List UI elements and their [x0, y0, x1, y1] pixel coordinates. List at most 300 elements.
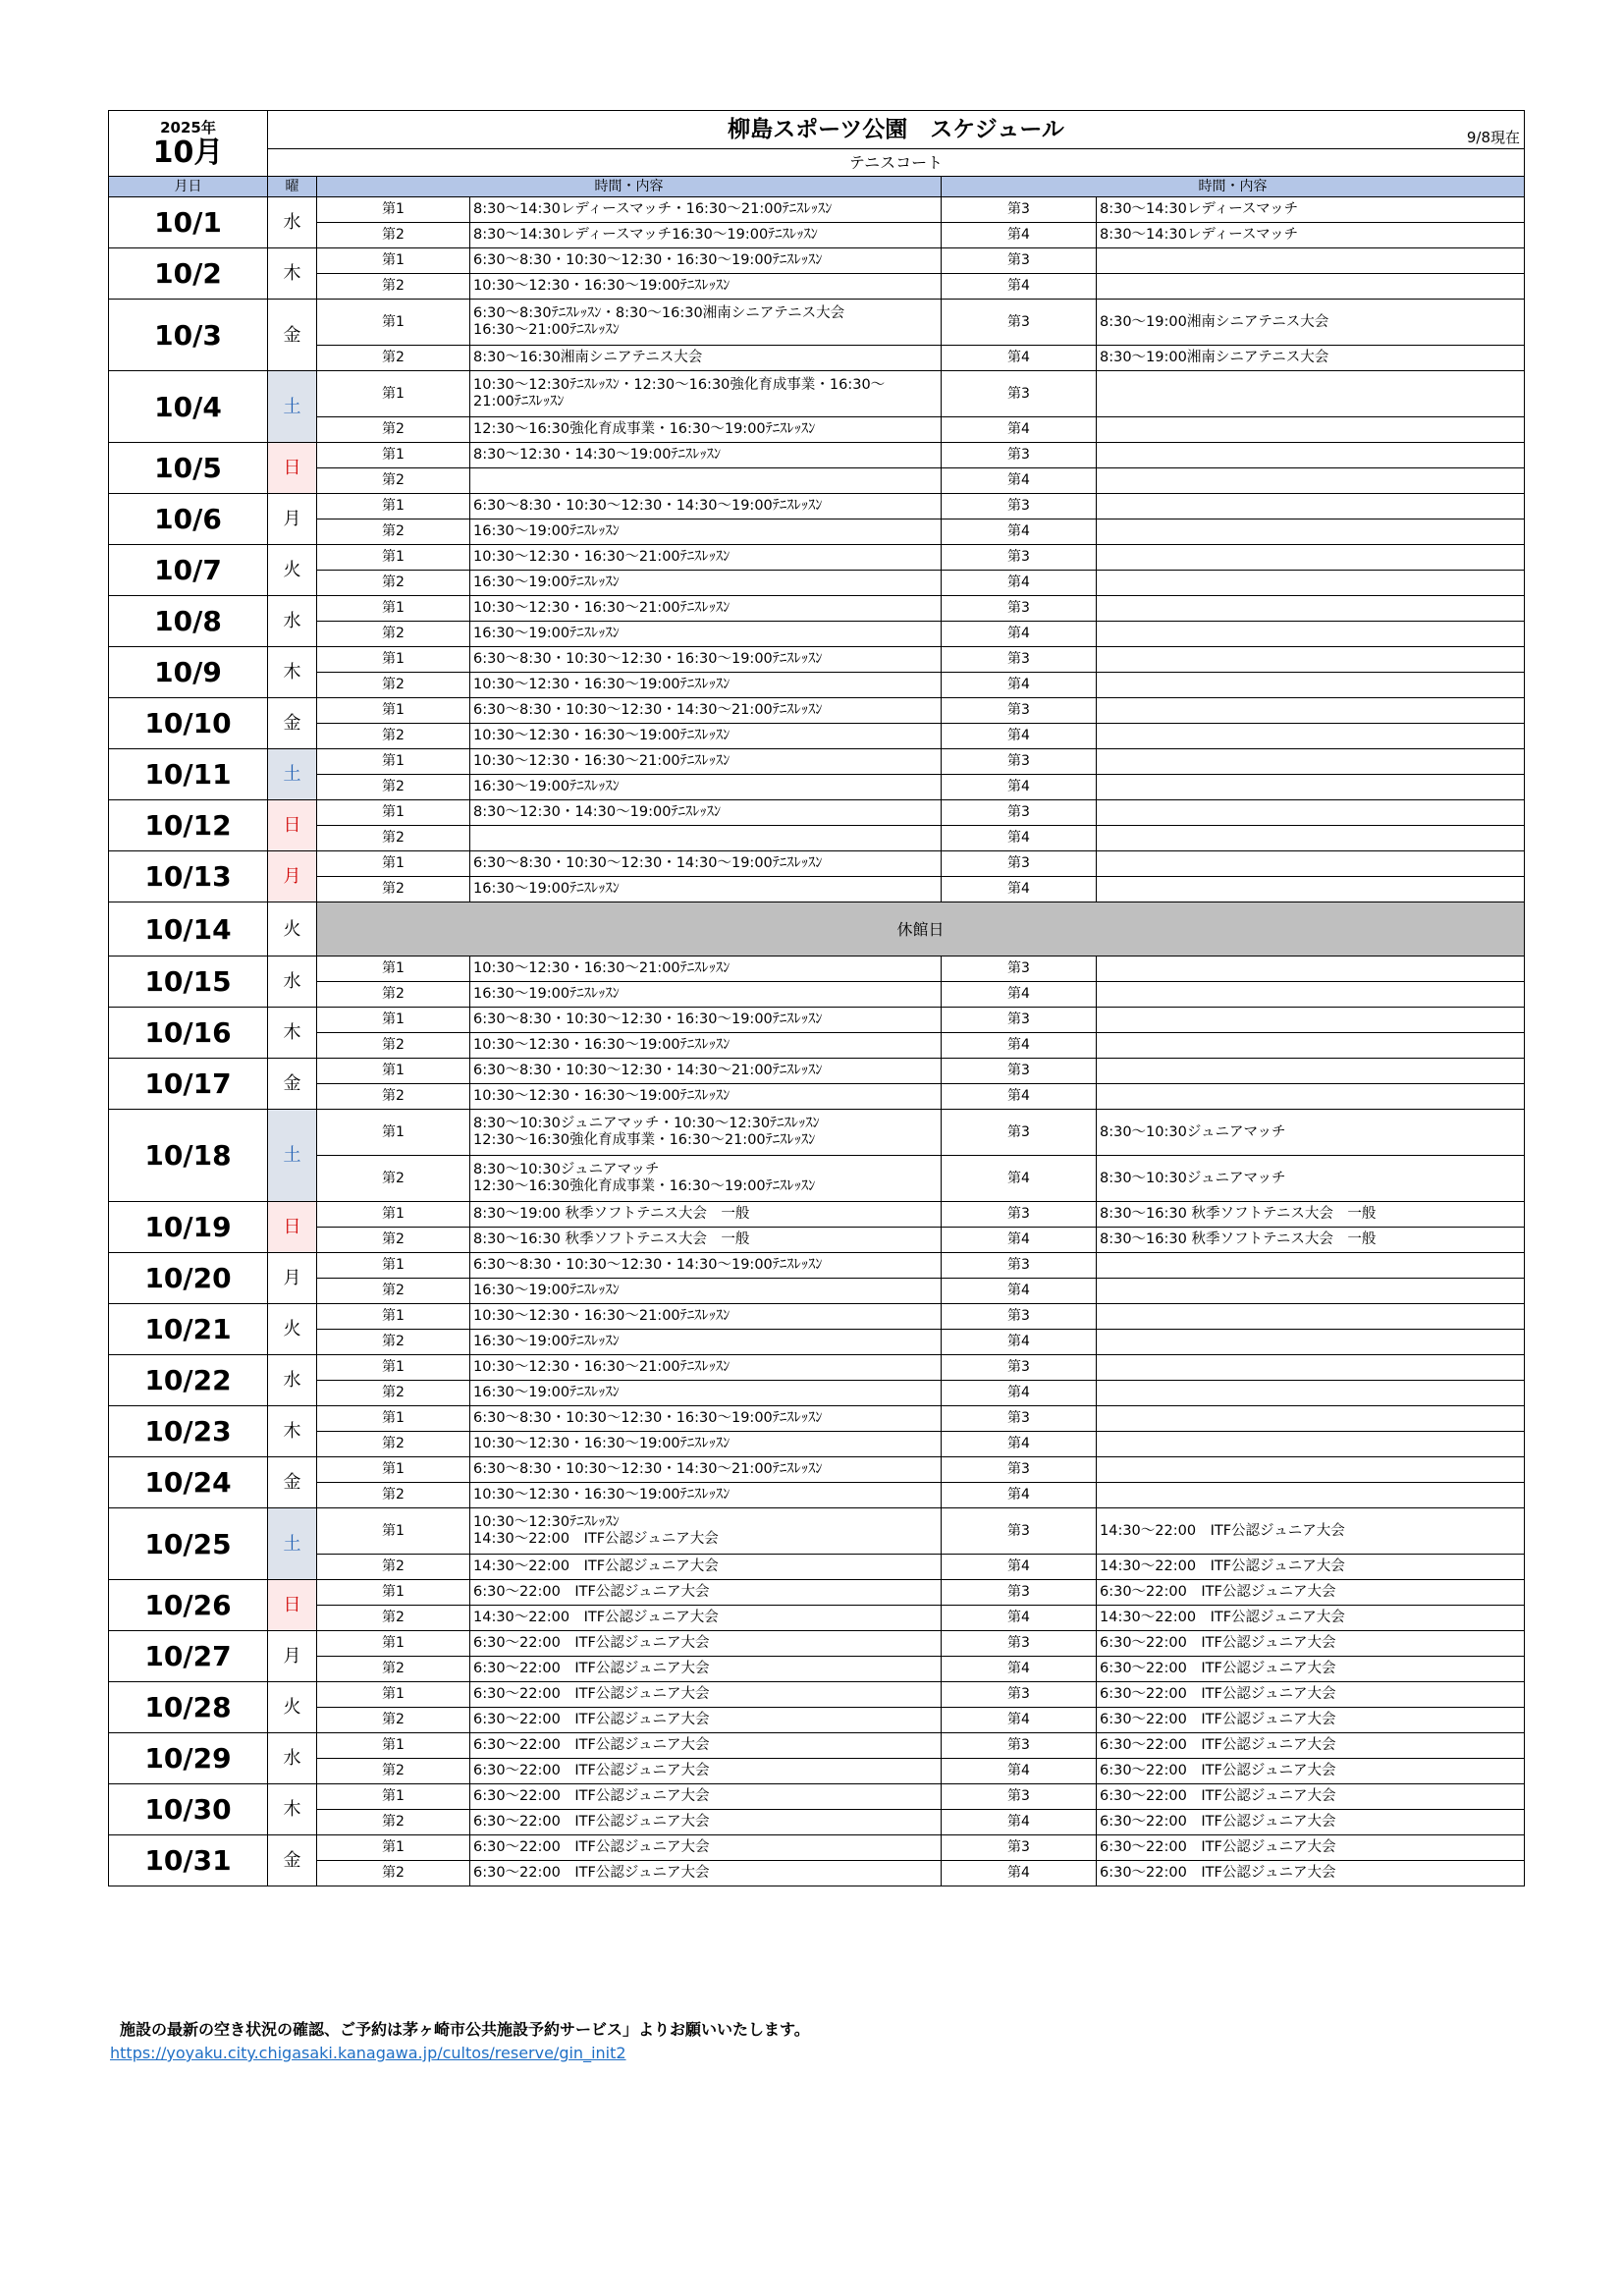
court-label-4: 第4: [942, 519, 1097, 545]
day-of-week: 火: [268, 1682, 317, 1733]
court-4-schedule: [1097, 877, 1525, 902]
court-label-2: 第2: [317, 673, 470, 698]
day-date: 10/25: [109, 1508, 268, 1580]
court-label-4: 第4: [942, 1708, 1097, 1733]
court-4-schedule: 14:30～22:00 ITF公認ジュニア大会: [1097, 1555, 1525, 1580]
court-2-schedule: 16:30～19:00ﾃﾆｽﾚｯｽﾝ: [470, 1279, 942, 1304]
court-4-schedule: 8:30～14:30レディースマッチ: [1097, 223, 1525, 248]
court-label-4: 第4: [942, 417, 1097, 443]
court-label-2: 第2: [317, 1810, 470, 1835]
court-label-4: 第4: [942, 1483, 1097, 1508]
court-4-schedule: 8:30～19:00湘南シニアテニス大会: [1097, 346, 1525, 371]
court-3-schedule: [1097, 957, 1525, 982]
day-row-courts-2-4: [109, 724, 1525, 749]
court-label-2: 第2: [317, 274, 470, 300]
court-2-schedule: 16:30～19:00ﾃﾆｽﾚｯｽﾝ: [470, 1381, 942, 1406]
court-label-1: 第1: [317, 596, 470, 622]
court-4-schedule: 6:30～22:00 ITF公認ジュニア大会: [1097, 1708, 1525, 1733]
court-label-1: 第1: [317, 1580, 470, 1606]
court-label-1: 第1: [317, 1784, 470, 1810]
court-3-schedule: [1097, 494, 1525, 519]
day-date: 10/30: [109, 1784, 268, 1835]
court-2-schedule: [470, 468, 942, 494]
day-row-courts-2-4: [109, 775, 1525, 800]
court-label-1: 第1: [317, 1304, 470, 1330]
court-label-3: 第3: [942, 1631, 1097, 1657]
court-2-schedule: 8:30～16:30 秋季ソフトテニス大会 一般: [470, 1228, 942, 1253]
court-3-schedule: [1097, 1355, 1525, 1381]
reservation-link[interactable]: https://yoyaku.city.chigasaki.kanagawa.jp/cultos/reserve/gin_init2: [110, 2044, 626, 2062]
court-2-schedule: 10:30～12:30・16:30～19:00ﾃﾆｽﾚｯｽﾝ: [470, 1483, 942, 1508]
court-2-schedule: 16:30～19:00ﾃﾆｽﾚｯｽﾝ: [470, 877, 942, 902]
day-row-courts-2-4: [109, 622, 1525, 647]
day-of-week: 木: [268, 1784, 317, 1835]
day-date: 10/15: [109, 957, 268, 1008]
court-1-schedule: 8:30～19:00 秋季ソフトテニス大会 一般: [470, 1202, 942, 1228]
day-row-courts-1-3: [109, 647, 1525, 673]
court-label-1: 第1: [317, 749, 470, 775]
court-label-1: 第1: [317, 1059, 470, 1084]
court-label-4: 第4: [942, 982, 1097, 1008]
day-row-courts-2-4: [109, 571, 1525, 596]
court-4-schedule: [1097, 571, 1525, 596]
court-2-schedule: 10:30～12:30・16:30～19:00ﾃﾆｽﾚｯｽﾝ: [470, 724, 942, 749]
day-row-courts-2-4: [109, 1033, 1525, 1059]
court-1-schedule: 10:30～12:30・16:30～21:00ﾃﾆｽﾚｯｽﾝ: [470, 596, 942, 622]
court-3-schedule: [1097, 800, 1525, 826]
court-label-2: 第2: [317, 1279, 470, 1304]
day-row-courts-1-3: [109, 1355, 1525, 1381]
day-date: 10/24: [109, 1457, 268, 1508]
court-3-schedule: [1097, 1304, 1525, 1330]
court-2-schedule: 8:30～16:30湘南シニアテニス大会: [470, 346, 942, 371]
court-2-schedule: 10:30～12:30・16:30～19:00ﾃﾆｽﾚｯｽﾝ: [470, 274, 942, 300]
court-4-schedule: [1097, 1084, 1525, 1110]
day-date: 10/23: [109, 1406, 268, 1457]
court-label-2: 第2: [317, 775, 470, 800]
day-of-week: 木: [268, 1406, 317, 1457]
court-label-2: 第2: [317, 1657, 470, 1682]
court-label-1: 第1: [317, 1253, 470, 1279]
court-1-schedule: 8:30～12:30・14:30～19:00ﾃﾆｽﾚｯｽﾝ: [470, 443, 942, 468]
court-label-4: 第4: [942, 1084, 1097, 1110]
day-row-courts-1-3: [109, 1202, 1525, 1228]
day-row-courts-2-4: [109, 1606, 1525, 1631]
court-label-3: 第3: [942, 300, 1097, 346]
court-1-schedule: 6:30～22:00 ITF公認ジュニア大会: [470, 1835, 942, 1861]
court-label-3: 第3: [942, 1580, 1097, 1606]
year-label: 2025年: [160, 119, 216, 137]
day-row-closed: [109, 902, 1525, 957]
court-3-schedule: 6:30～22:00 ITF公認ジュニア大会: [1097, 1682, 1525, 1708]
court-label-4: 第4: [942, 1555, 1097, 1580]
court-label-3: 第3: [942, 1202, 1097, 1228]
court-2-schedule: 6:30～22:00 ITF公認ジュニア大会: [470, 1810, 942, 1835]
day-of-week: 土: [268, 1110, 317, 1202]
day-date: 10/27: [109, 1631, 268, 1682]
court-1-schedule: 10:30～12:30ﾃﾆｽﾚｯｽﾝ 14:30～22:00 ITF公認ジュニア大会: [470, 1508, 942, 1555]
court-4-schedule: [1097, 1381, 1525, 1406]
court-label-2: 第2: [317, 468, 470, 494]
court-label-3: 第3: [942, 851, 1097, 877]
day-row-courts-2-4: [109, 468, 1525, 494]
court-label-1: 第1: [317, 248, 470, 274]
court-4-schedule: 6:30～22:00 ITF公認ジュニア大会: [1097, 1810, 1525, 1835]
court-2-schedule: 6:30～22:00 ITF公認ジュニア大会: [470, 1657, 942, 1682]
day-row-courts-1-3: [109, 494, 1525, 519]
court-label-4: 第4: [942, 223, 1097, 248]
court-3-schedule: [1097, 698, 1525, 724]
court-label-4: 第4: [942, 1330, 1097, 1355]
court-3-schedule: [1097, 1406, 1525, 1432]
court-label-1: 第1: [317, 1733, 470, 1759]
court-label-1: 第1: [317, 1406, 470, 1432]
court-2-schedule: 16:30～19:00ﾃﾆｽﾚｯｽﾝ: [470, 571, 942, 596]
court-label-1: 第1: [317, 1008, 470, 1033]
court-label-1: 第1: [317, 957, 470, 982]
day-date: 10/28: [109, 1682, 268, 1733]
court-label-3: 第3: [942, 596, 1097, 622]
court-label-3: 第3: [942, 1304, 1097, 1330]
day-date: 10/21: [109, 1304, 268, 1355]
court-label-1: 第1: [317, 800, 470, 826]
day-of-week: 金: [268, 698, 317, 749]
court-2-schedule: 6:30～22:00 ITF公認ジュニア大会: [470, 1861, 942, 1886]
day-of-week: 月: [268, 1631, 317, 1682]
court-3-schedule: [1097, 1008, 1525, 1033]
court-label-3: 第3: [942, 197, 1097, 223]
day-row-courts-1-3: [109, 1457, 1525, 1483]
court-1-schedule: 6:30～8:30ﾃﾆｽﾚｯｽﾝ・8:30～16:30湘南シニアテニス大会 16:30～21:00ﾃﾆｽﾚｯｽﾝ: [470, 300, 942, 346]
day-of-week: 水: [268, 1733, 317, 1784]
court-4-schedule: [1097, 468, 1525, 494]
day-of-week: 日: [268, 1202, 317, 1253]
day-date: 10/5: [109, 443, 268, 494]
court-label-2: 第2: [317, 346, 470, 371]
day-row-courts-1-3: [109, 300, 1525, 346]
court-label-1: 第1: [317, 647, 470, 673]
court-1-schedule: 10:30～12:30・16:30～21:00ﾃﾆｽﾚｯｽﾝ: [470, 545, 942, 571]
court-3-schedule: [1097, 545, 1525, 571]
day-row-courts-2-4: [109, 1861, 1525, 1886]
court-4-schedule: [1097, 775, 1525, 800]
court-label-1: 第1: [317, 443, 470, 468]
court-1-schedule: 6:30～22:00 ITF公認ジュニア大会: [470, 1580, 942, 1606]
court-4-schedule: [1097, 673, 1525, 698]
day-row-courts-1-3: [109, 800, 1525, 826]
day-row-courts-1-3: [109, 1508, 1525, 1555]
column-header-date: 月日: [109, 177, 268, 197]
court-3-schedule: [1097, 1059, 1525, 1084]
court-3-schedule: 8:30～16:30 秋季ソフトテニス大会 一般: [1097, 1202, 1525, 1228]
court-label-1: 第1: [317, 545, 470, 571]
court-label-3: 第3: [942, 1508, 1097, 1555]
court-label-4: 第4: [942, 673, 1097, 698]
court-label-4: 第4: [942, 1156, 1097, 1202]
court-label-4: 第4: [942, 274, 1097, 300]
court-1-schedule: 6:30～8:30・10:30～12:30・14:30～19:00ﾃﾆｽﾚｯｽﾝ: [470, 1253, 942, 1279]
facility-subtitle: テニスコート: [268, 149, 1525, 177]
day-row-courts-2-4: [109, 1810, 1525, 1835]
court-4-schedule: 8:30～16:30 秋季ソフトテニス大会 一般: [1097, 1228, 1525, 1253]
closed-day-label: 休館日: [317, 902, 1525, 957]
court-label-1: 第1: [317, 1355, 470, 1381]
month-label: 10月: [152, 136, 224, 170]
day-row-courts-2-4: [109, 982, 1525, 1008]
court-1-schedule: 6:30～8:30・10:30～12:30・14:30～21:00ﾃﾆｽﾚｯｽﾝ: [470, 698, 942, 724]
court-2-schedule: 8:30～14:30レディースマッチ16:30～19:00ﾃﾆｽﾚｯｽﾝ: [470, 223, 942, 248]
court-label-3: 第3: [942, 800, 1097, 826]
day-of-week: 水: [268, 596, 317, 647]
court-3-schedule: 8:30～14:30レディースマッチ: [1097, 197, 1525, 223]
day-date: 10/14: [109, 902, 268, 957]
day-of-week: 金: [268, 1835, 317, 1886]
court-label-2: 第2: [317, 877, 470, 902]
court-2-schedule: 14:30～22:00 ITF公認ジュニア大会: [470, 1555, 942, 1580]
court-1-schedule: 6:30～8:30・10:30～12:30・16:30～19:00ﾃﾆｽﾚｯｽﾝ: [470, 1406, 942, 1432]
court-4-schedule: [1097, 1432, 1525, 1457]
day-row-courts-2-4: [109, 1483, 1525, 1508]
day-row-courts-1-3: [109, 197, 1525, 223]
court-4-schedule: 6:30～22:00 ITF公認ジュニア大会: [1097, 1657, 1525, 1682]
court-label-3: 第3: [942, 1355, 1097, 1381]
court-3-schedule: [1097, 749, 1525, 775]
court-2-schedule: 14:30～22:00 ITF公認ジュニア大会: [470, 1606, 942, 1631]
column-header-content-left: 時間・内容: [317, 177, 942, 197]
court-label-2: 第2: [317, 417, 470, 443]
footer-note: 施設の最新の空き状況の確認、ご予約は茅ヶ崎市公共施設予約サービス」よりお願いいたします。: [120, 2020, 810, 2039]
day-row-courts-1-3: [109, 371, 1525, 417]
day-row-courts-1-3: [109, 1008, 1525, 1033]
court-label-3: 第3: [942, 1733, 1097, 1759]
court-4-schedule: 14:30～22:00 ITF公認ジュニア大会: [1097, 1606, 1525, 1631]
court-1-schedule: 6:30～8:30・10:30～12:30・14:30～21:00ﾃﾆｽﾚｯｽﾝ: [470, 1457, 942, 1483]
court-label-4: 第4: [942, 724, 1097, 749]
day-row-courts-2-4: [109, 1708, 1525, 1733]
court-label-1: 第1: [317, 1508, 470, 1555]
day-date: 10/12: [109, 800, 268, 851]
court-4-schedule: [1097, 417, 1525, 443]
court-1-schedule: 6:30～22:00 ITF公認ジュニア大会: [470, 1733, 942, 1759]
day-row-courts-2-4: [109, 877, 1525, 902]
page-title: 柳島スポーツ公園 スケジュール: [728, 116, 1064, 142]
court-label-1: 第1: [317, 300, 470, 346]
court-label-2: 第2: [317, 519, 470, 545]
court-1-schedule: 6:30～8:30・10:30～12:30・14:30～21:00ﾃﾆｽﾚｯｽﾝ: [470, 1059, 942, 1084]
court-label-2: 第2: [317, 1228, 470, 1253]
day-row-courts-2-4: [109, 1759, 1525, 1784]
court-2-schedule: 6:30～22:00 ITF公認ジュニア大会: [470, 1708, 942, 1733]
court-label-3: 第3: [942, 957, 1097, 982]
day-row-courts-1-3: [109, 1304, 1525, 1330]
day-date: 10/4: [109, 371, 268, 443]
day-of-week: 木: [268, 1008, 317, 1059]
court-label-3: 第3: [942, 1457, 1097, 1483]
court-2-schedule: 16:30～19:00ﾃﾆｽﾚｯｽﾝ: [470, 982, 942, 1008]
court-label-2: 第2: [317, 1330, 470, 1355]
court-label-2: 第2: [317, 724, 470, 749]
court-label-2: 第2: [317, 1555, 470, 1580]
court-label-1: 第1: [317, 1682, 470, 1708]
day-row-courts-1-3: [109, 1631, 1525, 1657]
day-row-courts-2-4: [109, 1279, 1525, 1304]
court-2-schedule: 10:30～12:30・16:30～19:00ﾃﾆｽﾚｯｽﾝ: [470, 1033, 942, 1059]
court-1-schedule: 10:30～12:30ﾃﾆｽﾚｯｽﾝ・12:30～16:30強化育成事業・16:30～ 21:00ﾃﾆｽﾚｯｽﾝ: [470, 371, 942, 417]
day-row-courts-1-3: [109, 1784, 1525, 1810]
day-of-week: 日: [268, 443, 317, 494]
day-row-courts-1-3: [109, 1406, 1525, 1432]
court-label-3: 第3: [942, 1682, 1097, 1708]
court-label-1: 第1: [317, 1631, 470, 1657]
court-label-1: 第1: [317, 851, 470, 877]
court-4-schedule: [1097, 1483, 1525, 1508]
day-date: 10/29: [109, 1733, 268, 1784]
court-3-schedule: 6:30～22:00 ITF公認ジュニア大会: [1097, 1835, 1525, 1861]
day-date: 10/2: [109, 248, 268, 300]
court-label-2: 第2: [317, 982, 470, 1008]
court-label-3: 第3: [942, 1253, 1097, 1279]
court-label-2: 第2: [317, 1861, 470, 1886]
day-of-week: 土: [268, 1508, 317, 1580]
day-row-courts-2-4: [109, 1084, 1525, 1110]
court-label-3: 第3: [942, 1835, 1097, 1861]
year-month-cell: [109, 111, 268, 177]
day-of-week: 水: [268, 957, 317, 1008]
court-1-schedule: 6:30～8:30・10:30～12:30・14:30～19:00ﾃﾆｽﾚｯｽﾝ: [470, 494, 942, 519]
court-label-3: 第3: [942, 443, 1097, 468]
day-row-courts-2-4: [109, 673, 1525, 698]
day-of-week: 水: [268, 1355, 317, 1406]
court-1-schedule: 10:30～12:30・16:30～21:00ﾃﾆｽﾚｯｽﾝ: [470, 749, 942, 775]
day-of-week: 日: [268, 1580, 317, 1631]
court-label-2: 第2: [317, 223, 470, 248]
court-4-schedule: [1097, 1033, 1525, 1059]
court-label-4: 第4: [942, 1810, 1097, 1835]
court-3-schedule: 6:30～22:00 ITF公認ジュニア大会: [1097, 1733, 1525, 1759]
day-row-courts-1-3: [109, 1253, 1525, 1279]
court-label-2: 第2: [317, 622, 470, 647]
court-2-schedule: 16:30～19:00ﾃﾆｽﾚｯｽﾝ: [470, 1330, 942, 1355]
court-label-3: 第3: [942, 371, 1097, 417]
day-row-courts-1-3: [109, 1580, 1525, 1606]
day-row-courts-1-3: [109, 957, 1525, 982]
day-date: 10/17: [109, 1059, 268, 1110]
court-label-2: 第2: [317, 1483, 470, 1508]
day-of-week: 火: [268, 902, 317, 957]
court-3-schedule: [1097, 647, 1525, 673]
day-of-week: 水: [268, 197, 317, 248]
court-3-schedule: 8:30～10:30ジュニアマッチ: [1097, 1110, 1525, 1156]
court-3-schedule: 14:30～22:00 ITF公認ジュニア大会: [1097, 1508, 1525, 1555]
court-label-2: 第2: [317, 826, 470, 851]
court-label-4: 第4: [942, 1759, 1097, 1784]
court-label-4: 第4: [942, 1228, 1097, 1253]
day-row-courts-1-3: [109, 1059, 1525, 1084]
day-row-courts-2-4: [109, 1555, 1525, 1580]
court-label-3: 第3: [942, 1059, 1097, 1084]
day-date: 10/22: [109, 1355, 268, 1406]
court-label-1: 第1: [317, 1835, 470, 1861]
court-1-schedule: 10:30～12:30・16:30～21:00ﾃﾆｽﾚｯｽﾝ: [470, 1355, 942, 1381]
court-4-schedule: [1097, 274, 1525, 300]
court-2-schedule: 16:30～19:00ﾃﾆｽﾚｯｽﾝ: [470, 622, 942, 647]
day-of-week: 月: [268, 851, 317, 902]
court-1-schedule: 6:30～22:00 ITF公認ジュニア大会: [470, 1682, 942, 1708]
court-2-schedule: 12:30～16:30強化育成事業・16:30～19:00ﾃﾆｽﾚｯｽﾝ: [470, 417, 942, 443]
court-label-3: 第3: [942, 749, 1097, 775]
day-of-week: 月: [268, 494, 317, 545]
day-row-courts-2-4: [109, 1432, 1525, 1457]
court-label-2: 第2: [317, 1708, 470, 1733]
court-label-2: 第2: [317, 1759, 470, 1784]
day-row-courts-1-3: [109, 443, 1525, 468]
court-2-schedule: 10:30～12:30・16:30～19:00ﾃﾆｽﾚｯｽﾝ: [470, 1432, 942, 1457]
court-4-schedule: [1097, 519, 1525, 545]
day-row-courts-2-4: [109, 1657, 1525, 1682]
court-label-1: 第1: [317, 197, 470, 223]
court-3-schedule: [1097, 371, 1525, 417]
day-row-courts-2-4: [109, 1156, 1525, 1202]
court-2-schedule: 10:30～12:30・16:30～19:00ﾃﾆｽﾚｯｽﾝ: [470, 1084, 942, 1110]
day-date: 10/9: [109, 647, 268, 698]
court-1-schedule: 6:30～8:30・10:30～12:30・16:30～19:00ﾃﾆｽﾚｯｽﾝ: [470, 1008, 942, 1033]
court-4-schedule: [1097, 982, 1525, 1008]
day-date: 10/13: [109, 851, 268, 902]
court-4-schedule: [1097, 826, 1525, 851]
court-1-schedule: 10:30～12:30・16:30～21:00ﾃﾆｽﾚｯｽﾝ: [470, 957, 942, 982]
day-row-courts-2-4: [109, 1330, 1525, 1355]
court-label-1: 第1: [317, 1202, 470, 1228]
court-4-schedule: 6:30～22:00 ITF公認ジュニア大会: [1097, 1861, 1525, 1886]
court-label-4: 第4: [942, 1657, 1097, 1682]
court-label-3: 第3: [942, 1406, 1097, 1432]
court-label-3: 第3: [942, 1784, 1097, 1810]
court-label-1: 第1: [317, 698, 470, 724]
court-label-2: 第2: [317, 1084, 470, 1110]
court-label-3: 第3: [942, 494, 1097, 519]
day-date: 10/7: [109, 545, 268, 596]
court-label-4: 第4: [942, 571, 1097, 596]
court-label-4: 第4: [942, 346, 1097, 371]
day-row-courts-1-3: [109, 1835, 1525, 1861]
column-header-dow: 曜: [268, 177, 317, 197]
court-3-schedule: [1097, 248, 1525, 274]
day-row-courts-2-4: [109, 274, 1525, 300]
day-of-week: 土: [268, 371, 317, 443]
day-date: 10/8: [109, 596, 268, 647]
court-1-schedule: 6:30～8:30・10:30～12:30・16:30～19:00ﾃﾆｽﾚｯｽﾝ: [470, 647, 942, 673]
day-row-courts-2-4: [109, 1381, 1525, 1406]
day-date: 10/3: [109, 300, 268, 371]
court-2-schedule: 10:30～12:30・16:30～19:00ﾃﾆｽﾚｯｽﾝ: [470, 673, 942, 698]
court-3-schedule: 6:30～22:00 ITF公認ジュニア大会: [1097, 1580, 1525, 1606]
court-1-schedule: 10:30～12:30・16:30～21:00ﾃﾆｽﾚｯｽﾝ: [470, 1304, 942, 1330]
court-2-schedule: [470, 826, 942, 851]
court-label-1: 第1: [317, 371, 470, 417]
day-of-week: 月: [268, 1253, 317, 1304]
court-label-3: 第3: [942, 698, 1097, 724]
court-label-1: 第1: [317, 1110, 470, 1156]
schedule-table: [108, 110, 1525, 1886]
day-date: 10/1: [109, 197, 268, 248]
court-label-3: 第3: [942, 1008, 1097, 1033]
court-label-4: 第4: [942, 877, 1097, 902]
day-row-courts-1-3: [109, 749, 1525, 775]
court-label-4: 第4: [942, 1861, 1097, 1886]
court-label-4: 第4: [942, 1033, 1097, 1059]
day-date: 10/18: [109, 1110, 268, 1202]
schedule-sheet: [108, 110, 1524, 1886]
